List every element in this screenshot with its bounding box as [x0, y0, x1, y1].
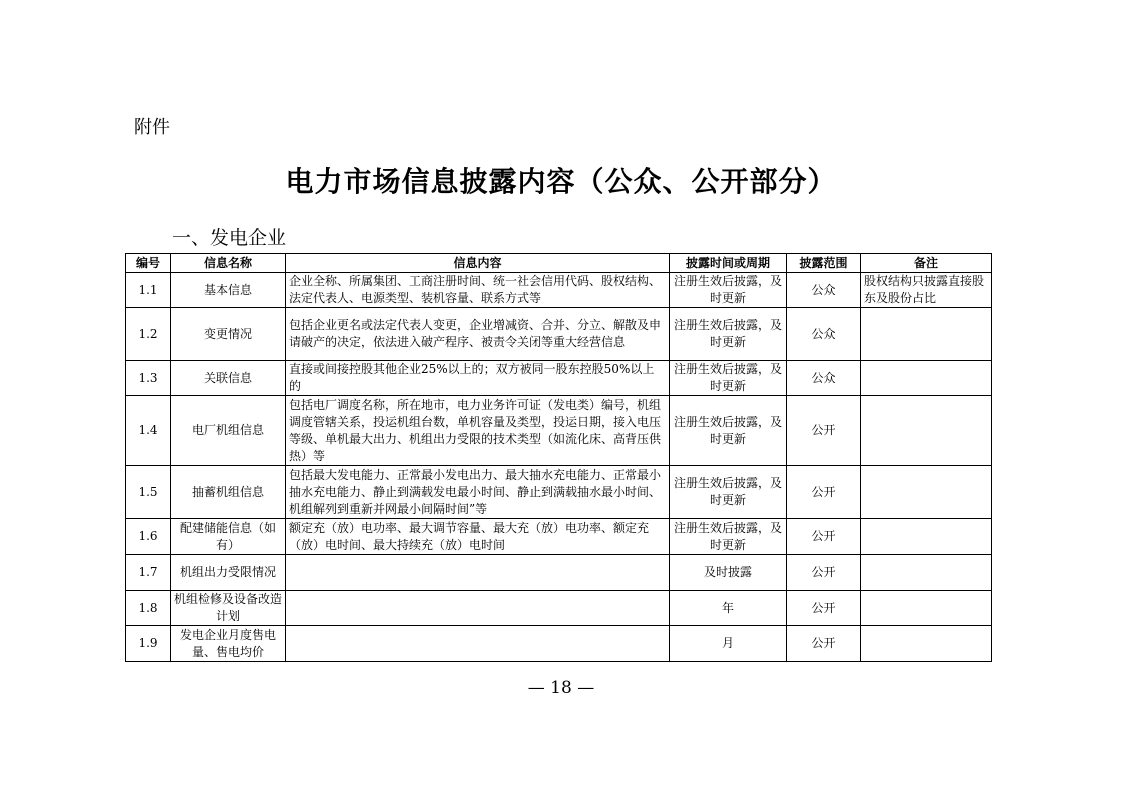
info-content: 直接或间接控股其他企业25%以上的；双方被同一股东控股50%以上的	[286, 361, 670, 396]
info-name: 发电企业月度售电量、售电均价	[171, 626, 286, 662]
disclosure-period: 月	[670, 626, 787, 662]
remarks	[861, 519, 992, 555]
remarks	[861, 591, 992, 626]
disclosure-period: 注册生效后披露，及时更新	[670, 519, 787, 555]
section-heading: 一、发电企业	[172, 227, 287, 249]
table-row	[126, 273, 992, 308]
info-name: 抽蓄机组信息	[171, 466, 286, 519]
remarks	[861, 555, 992, 591]
row-number: 1.6	[126, 519, 171, 555]
disclosure-scope: 公开	[787, 519, 861, 555]
disclosure-scope: 公开	[787, 396, 861, 466]
row-number: 1.2	[126, 308, 171, 361]
row-number: 1.3	[126, 361, 171, 396]
header-cell: 编号	[126, 254, 171, 273]
disclosure-period: 及时披露	[670, 555, 787, 591]
remarks	[861, 308, 992, 361]
info-name: 机组出力受限情况	[171, 555, 286, 591]
remarks	[861, 361, 992, 396]
disclosure-period: 注册生效后披露，及时更新	[670, 361, 787, 396]
header-cell: 信息内容	[286, 254, 670, 273]
table-row	[126, 626, 992, 662]
disclosure-scope: 公众	[787, 308, 861, 361]
attachment-label: 附件	[134, 117, 170, 138]
table-row	[126, 466, 992, 519]
info-content: 包括企业更名或法定代表人变更，企业增减资、合并、分立、解散及申请破产的决定，依法进入破产程序、被责令关闭等重大经营信息	[286, 308, 670, 361]
disclosure-period: 注册生效后披露，及时更新	[670, 466, 787, 519]
info-content: 包括电厂调度名称，所在地市，电力业务许可证（发电类）编号，机组调度管辖关系，投运机组台数，单机容量及类型，投运日期，接入电压等级、单机最大出力、机组出力受限的技术类型（如流化床、高背压供热）等	[286, 396, 670, 466]
disclosure-scope: 公众	[787, 361, 861, 396]
disclosure-period: 年	[670, 591, 787, 626]
row-number: 1.5	[126, 466, 171, 519]
table-row	[126, 396, 992, 466]
page-title: 电力市场信息披露内容（公众、公开部分）	[285, 165, 837, 198]
disclosure-scope: 公开	[787, 626, 861, 662]
disclosure-period: 注册生效后披露，及时更新	[670, 308, 787, 361]
table-row	[126, 519, 992, 555]
header-cell: 备注	[861, 254, 992, 273]
disclosure-scope: 公开	[787, 591, 861, 626]
table-row	[126, 308, 992, 361]
remarks	[861, 626, 992, 662]
info-content	[286, 591, 670, 626]
remarks	[861, 396, 992, 466]
page-number: — 18 —	[527, 678, 595, 698]
disclosure-scope: 公开	[787, 466, 861, 519]
header-cell: 披露时间或周期	[670, 254, 787, 273]
disclosure-period: 注册生效后披露，及时更新	[670, 273, 787, 308]
remarks: 股权结构只披露直接股东及股份占比	[861, 273, 992, 308]
remarks	[861, 466, 992, 519]
disclosure-period: 注册生效后披露，及时更新	[670, 396, 787, 466]
table-row	[126, 361, 992, 396]
table-header-row	[126, 254, 992, 273]
table-row	[126, 555, 992, 591]
table-row	[126, 591, 992, 626]
info-name: 基本信息	[171, 273, 286, 308]
row-number: 1.9	[126, 626, 171, 662]
row-number: 1.4	[126, 396, 171, 466]
disclosure-scope: 公众	[787, 273, 861, 308]
info-name: 电厂机组信息	[171, 396, 286, 466]
info-name: 配建储能信息（如有）	[171, 519, 286, 555]
info-content: 额定充（放）电功率、最大调节容量、最大充（放）电功率、额定充（放）电时间、最大持续充（放）电时间	[286, 519, 670, 555]
disclosure-scope: 公开	[787, 555, 861, 591]
info-name: 关联信息	[171, 361, 286, 396]
info-content: 企业全称、所属集团、工商注册时间、统一社会信用代码、股权结构、法定代表人、电源类型、装机容量、联系方式等	[286, 273, 670, 308]
header-cell: 信息名称	[171, 254, 286, 273]
info-content: 包括最大发电能力、正常最小发电出力、最大抽水充电能力、正常最小抽水充电能力、静止到满载发电最小时间、静止到满载抽水最小时间、机组解列到重新并网最小间隔时间”等	[286, 466, 670, 519]
info-name: 机组检修及设备改造计划	[171, 591, 286, 626]
row-number: 1.8	[126, 591, 171, 626]
info-content	[286, 555, 670, 591]
info-content	[286, 626, 670, 662]
disclosure-table	[125, 253, 992, 662]
row-number: 1.1	[126, 273, 171, 308]
info-name: 变更情况	[171, 308, 286, 361]
row-number: 1.7	[126, 555, 171, 591]
header-cell: 披露范围	[787, 254, 861, 273]
